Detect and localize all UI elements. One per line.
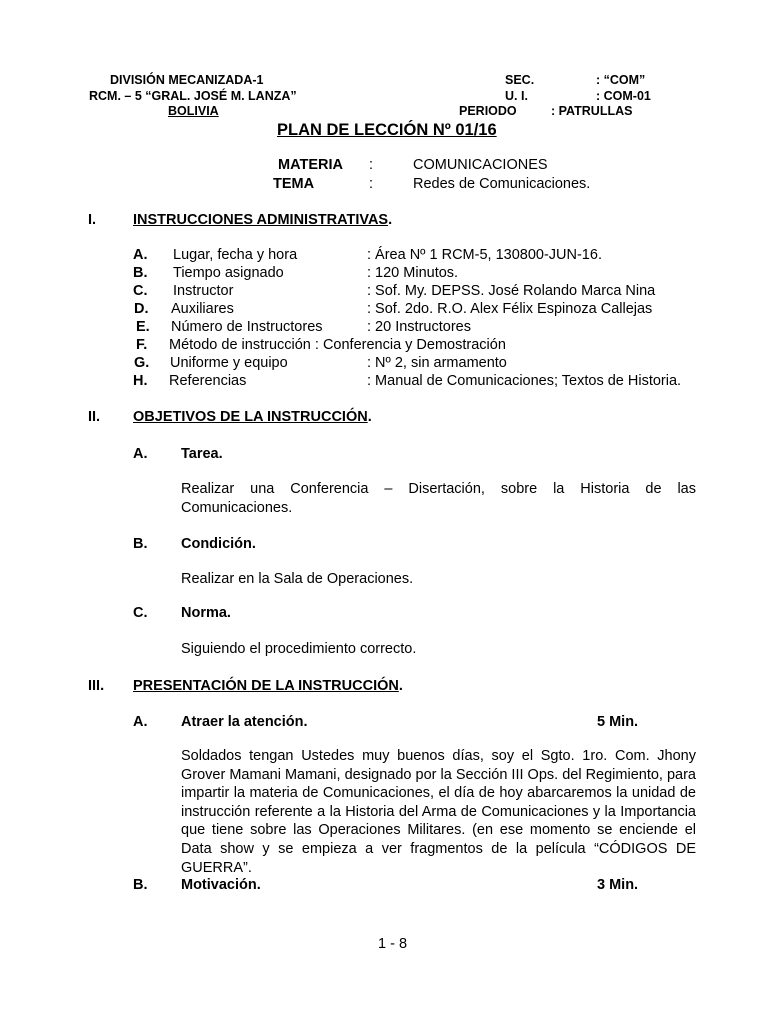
objective-title: Norma.	[181, 605, 231, 621]
admin-item-letter: B.	[133, 265, 148, 281]
materia-colon: :	[369, 157, 374, 173]
admin-item-label: Uniforme y equipo	[170, 355, 288, 371]
objective-title: Tarea.	[181, 446, 223, 462]
objective-letter: B.	[133, 536, 148, 552]
admin-item-label: Número de Instructores	[171, 319, 323, 335]
tema-value: Redes de Comunicaciones.	[413, 176, 591, 192]
admin-item-value: : Sof. 2do. R.O. Alex Félix Espinoza Callejas	[367, 301, 653, 317]
admin-item-letter: A.	[133, 247, 148, 263]
admin-item-value: : Área Nº 1 RCM-5, 130800-JUN-16.	[367, 247, 602, 263]
section-1-heading	[133, 211, 392, 229]
objective-letter: C.	[133, 605, 148, 621]
section-2-period: .	[367, 409, 372, 425]
admin-item-label: Método de instrucción : Conferencia y Demostración	[169, 337, 506, 353]
sec-label: SEC.	[505, 73, 535, 87]
objective-text: Realizar una Conferencia – Disertación, sobre la Historia de las Comunicaciones.	[181, 481, 696, 516]
admin-item-letter: E.	[136, 319, 150, 335]
page-number: 1 - 8	[378, 936, 408, 952]
section-2-heading	[133, 408, 372, 426]
admin-item-label: Instructor	[173, 283, 234, 299]
section-1-title: INSTRUCCIONES ADMINISTRATIVAS	[133, 212, 389, 228]
page-title: PLAN DE LECCIÓN Nº 01/16	[277, 121, 497, 139]
objective-text: Siguiendo el procedimiento correcto.	[181, 641, 417, 657]
objective-letter: A.	[133, 446, 148, 462]
presentation-letter: A.	[133, 714, 148, 730]
presentation-text: Soldados tengan Ustedes muy buenos días, soy el Sgto. 1ro. Com. Jhony Grover Mamani Mamani, designado por la Sección III Ops. del Regimiento, para impartir la materia de Comunicaciones, el día de hoy abarcaremos la unidad de instrucción referente a la Historia del Arma de Comunicaciones y la Importancia que tiene sobre las Operaciones Militares. (en ese momento se enciende el Data show y se empieza a ver fragmentos de la película “CÓDIGOS DE GUERRA”.	[181, 748, 696, 876]
objective-title: Condición.	[181, 536, 256, 552]
admin-item-label: Lugar, fecha y hora	[173, 247, 298, 263]
ui-label: U. I.	[505, 89, 528, 103]
section-3-period: .	[398, 678, 403, 694]
presentation-time: 5 Min.	[597, 714, 639, 730]
materia-value: COMUNICACIONES	[413, 157, 548, 173]
unit-country: BOLIVIA	[168, 104, 219, 118]
section-1-number: I.	[88, 212, 97, 228]
section-2-number: II.	[88, 409, 101, 425]
unit-division: DIVISIÓN MECANIZADA-1	[110, 73, 264, 87]
periodo-value: : PATRULLAS	[551, 104, 633, 118]
tema-colon: :	[369, 176, 374, 192]
admin-item-label: Referencias	[169, 373, 247, 389]
admin-item-value: : Manual de Comunicaciones; Textos de Historia.	[367, 373, 682, 389]
sec-value: : “COM”	[596, 73, 646, 87]
admin-item-value: : 20 Instructores	[367, 319, 471, 335]
admin-item-letter: H.	[133, 373, 148, 389]
presentation-letter: B.	[133, 877, 148, 893]
section-2-title: OBJETIVOS DE LA INSTRUCCIÓN	[133, 409, 368, 425]
section-3-title: PRESENTACIÓN DE LA INSTRUCCIÓN	[133, 678, 399, 694]
section-1-period: .	[388, 212, 393, 228]
section-3-number: III.	[88, 678, 105, 694]
objective-text: Realizar en la Sala de Operaciones.	[181, 571, 414, 587]
tema-label: TEMA	[273, 176, 315, 192]
admin-item-label: Tiempo asignado	[173, 265, 284, 281]
ui-value: : COM-01	[596, 89, 651, 103]
admin-item-label: Auxiliares	[171, 301, 234, 317]
section-3-heading	[133, 677, 403, 695]
admin-item-letter: G.	[134, 355, 150, 371]
admin-item-letter: C.	[133, 283, 148, 299]
presentation-title: Atraer la atención.	[181, 714, 308, 730]
presentation-title: Motivación.	[181, 877, 261, 893]
admin-item-value: : 120 Minutos.	[367, 265, 459, 281]
admin-item-value: : Nº 2, sin armamento	[367, 355, 507, 371]
periodo-label: PERIODO	[459, 104, 517, 118]
admin-item-value: : Sof. My. DEPSS. José Rolando Marca Nina	[367, 283, 656, 299]
presentation-time: 3 Min.	[597, 877, 639, 893]
materia-label: MATERIA	[278, 157, 343, 173]
unit-regiment: RCM. – 5 “GRAL. JOSÉ M. LANZA”	[89, 89, 297, 103]
admin-item-letter: F.	[136, 337, 148, 353]
admin-item-letter: D.	[134, 301, 149, 317]
